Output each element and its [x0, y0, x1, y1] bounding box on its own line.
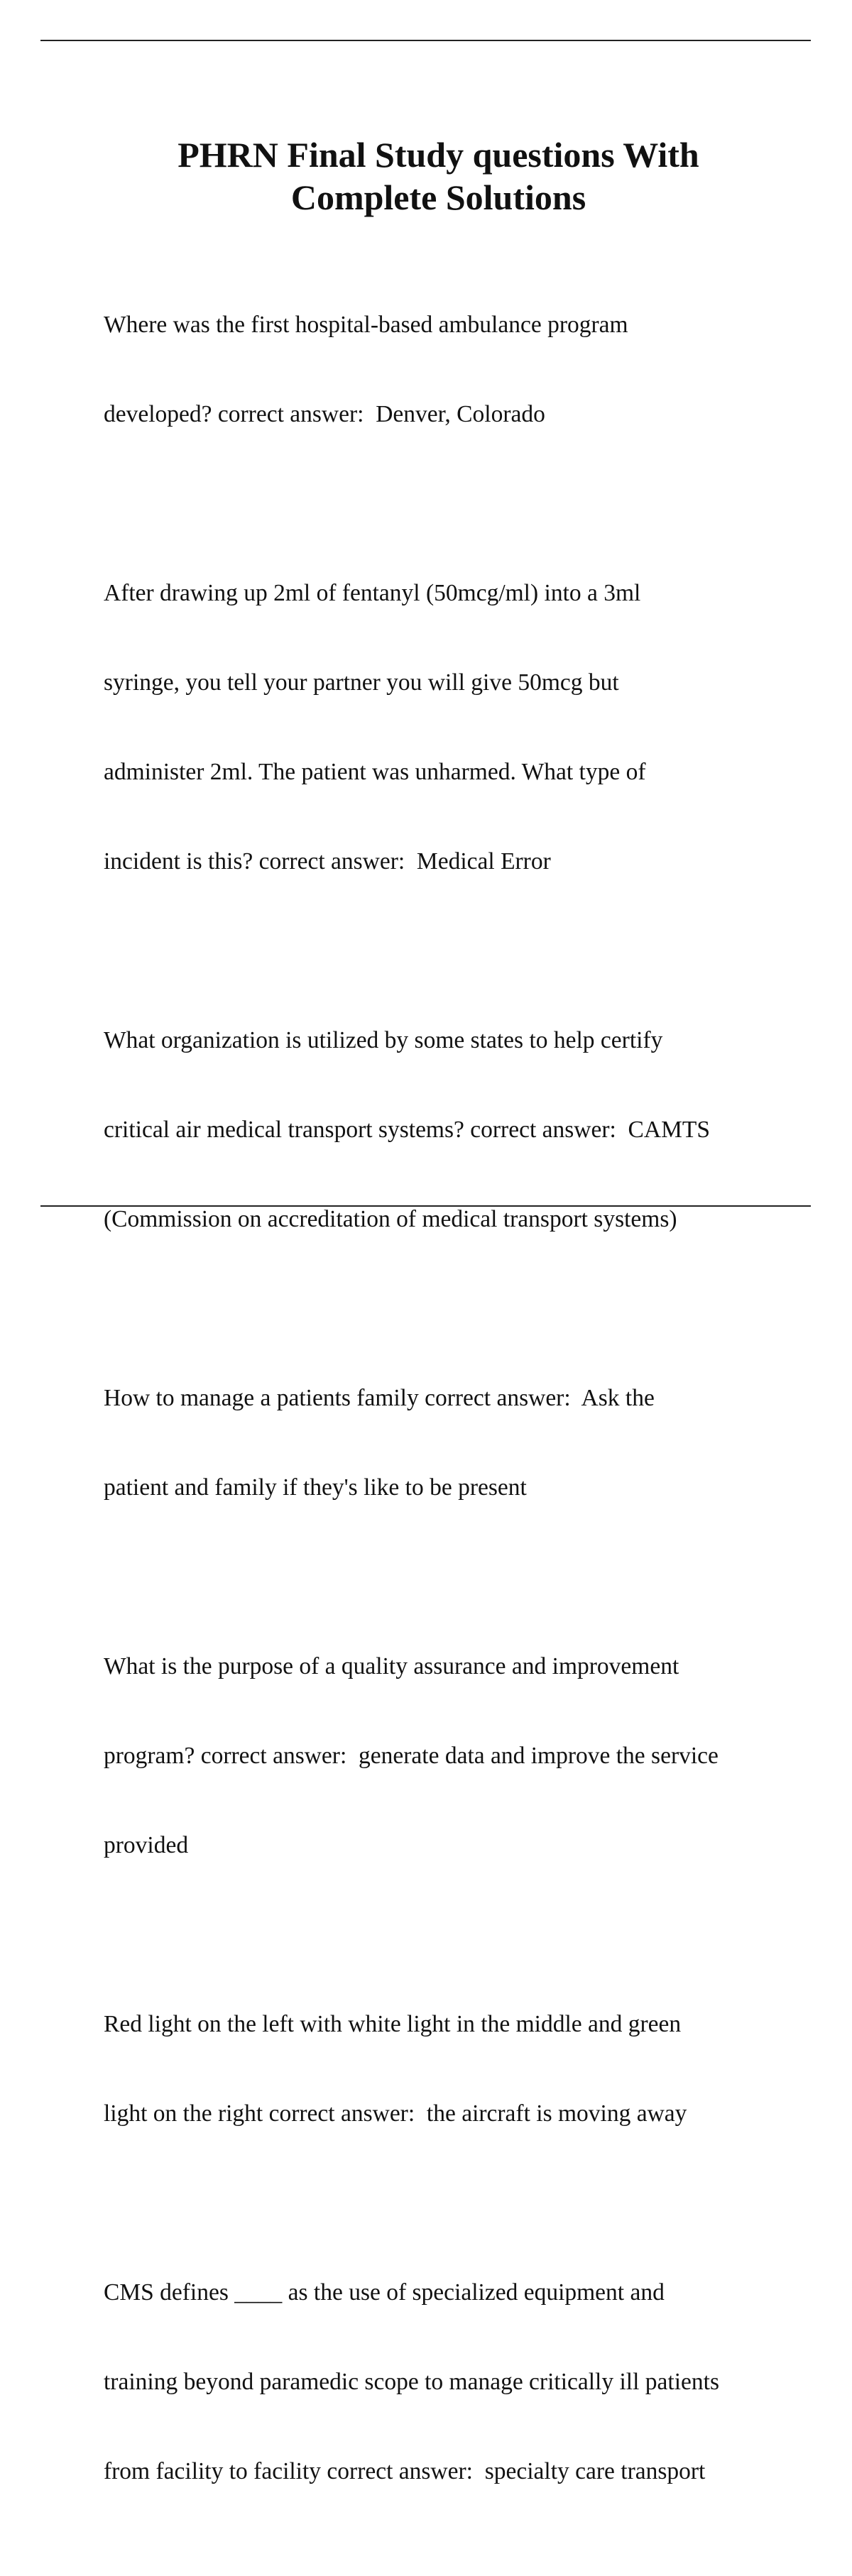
- question-item: [104, 1324, 814, 1562]
- page-title: [85, 133, 792, 219]
- question-line: training beyond paramedic scope to manage critically ill patients: [104, 2369, 719, 2395]
- question-line: After drawing up 2ml of fentanyl (50mcg/ml) into a 3ml: [104, 580, 641, 606]
- question-line: light on the right correct answer: the aircraft is moving away: [104, 2100, 687, 2127]
- question-item: [104, 1592, 814, 1920]
- question-item: [104, 1950, 814, 2188]
- question-line: (Commission on accreditation of medical transport systems): [104, 1206, 677, 1232]
- question-line: What organization is utilized by some states to help certify: [104, 1027, 663, 1053]
- question-line: from facility to facility correct answer: specialty care transport: [104, 2458, 706, 2484]
- question-line: What is the purpose of a quality assurance and improvement: [104, 1653, 679, 1679]
- question-line: program? correct answer: generate data and improve the service: [104, 1743, 719, 1769]
- question-item: [104, 966, 814, 1294]
- title-line: Complete Solutions: [290, 177, 586, 217]
- question-line: CMS defines ____ as the use of specialized equipment and: [104, 2279, 665, 2306]
- question-line: Red light on the left with white light in the middle and green: [104, 2011, 682, 2037]
- top-divider: [40, 40, 811, 41]
- question-line: critical air medical transport systems? correct answer: CAMTS: [104, 1117, 710, 1143]
- question-line: incident is this? correct answer: Medical Error: [104, 848, 551, 875]
- question-item: [104, 2218, 814, 2546]
- bottom-divider: [40, 1205, 811, 1207]
- question-line: provided: [104, 1832, 189, 1858]
- title-line: PHRN Final Study questions With: [178, 135, 699, 175]
- question-list: [104, 251, 814, 2576]
- question-item: [104, 251, 814, 489]
- question-line: administer 2ml. The patient was unharmed. What type of: [104, 759, 646, 785]
- question-line: How to manage a patients family correct answer: Ask the: [104, 1385, 655, 1411]
- question-item: [104, 519, 814, 936]
- question-line: patient and family if they's like to be present: [104, 1474, 527, 1501]
- question-line: Where was the first hospital-based ambulance program: [104, 312, 628, 338]
- question-line: syringe, you tell your partner you will give 50mcg but: [104, 669, 619, 696]
- question-line: developed? correct answer: Denver, Colorado: [104, 401, 545, 427]
